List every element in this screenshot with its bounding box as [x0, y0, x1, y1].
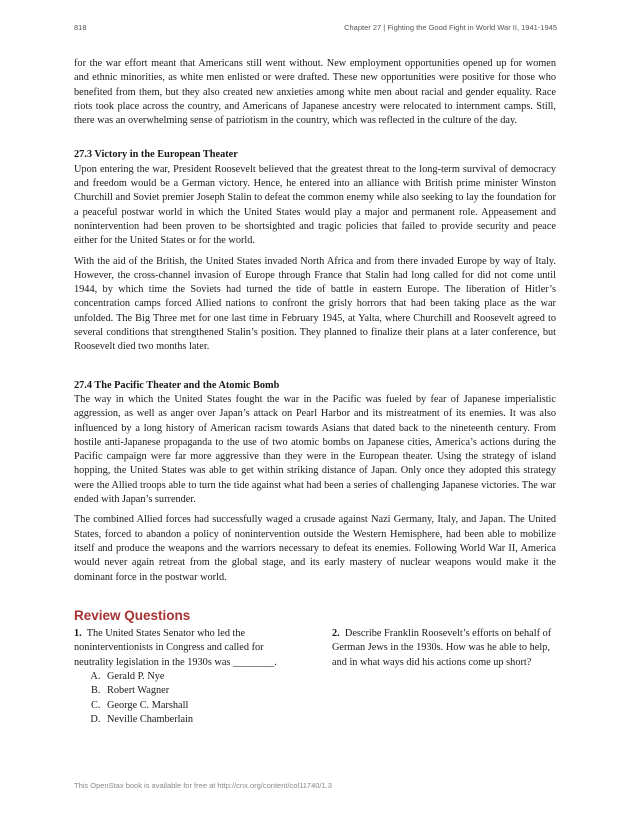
review-questions-heading: Review Questions	[74, 607, 191, 623]
question-1-number: 1.	[74, 628, 82, 640]
question-1-text: The United States Senator who led the noninterventionists in Congress and called for neutrality legislation in the 1930s was ________.	[74, 628, 277, 668]
section-273-paragraph-2: With the aid of the British, the United States invaded North Africa and from there invaded Europe by way of Italy. However, the cross-channel invasion of Europe through France that Stalin had long called for did not come until 1944, by which time the Soviets had turned the tide of battle in eastern Europe. The liberation of Hitler’s concentration camps forced Allied nations to confront the grisly horrors that had been taking place as the war unfolded. The Big Three met for one last time in February 1945, at Yalta, where Churchill and Roosevelt agreed to several conditions that strengthened Stalin’s position. They planned to finalize their plans at a later conference, but Roosevelt died two months later.	[74, 255, 556, 353]
section-274-paragraph-2: The combined Allied forces had successfully waged a crusade against Nazi Germany, Italy, and Japan. The United States, forced to abandon a policy of nonintervention outside the Western Hemisphere, had been able to mobilize itself and produce the weapons and the warriors necessary to defeat its enemies. Following World War II, America would never again retreat from the global stage, and its early mastery of nuclear weapons would make it the dominant force in the postwar world.	[74, 514, 556, 583]
option-a: A. Gerald P. Nye	[103, 670, 298, 684]
page-number: 818	[74, 23, 87, 32]
chapter-title: Chapter 27 | Fighting the Good Fight in World War II, 1941-1945	[344, 23, 557, 32]
question-1-options	[74, 670, 298, 727]
page-header	[74, 23, 557, 37]
section-273-heading: 27.3 Victory in the European Theater	[74, 149, 238, 161]
page-footer: This OpenStax book is available for free at http://cnx.org/content/col11740/1.3	[74, 781, 332, 790]
page-content	[74, 57, 556, 727]
question-1	[74, 627, 298, 727]
section-274-paragraph-1: The way in which the United States fought the war in the Pacific was fueled by fear of Japanese imperialistic aggression, as well as anger over Japan’s attack on Pearl Harbor and its mistreatment of its enemies. It was also influenced by a long history of American racism towards Asians that dated back to the nineteenth century. From hostile anti-Japanese propaganda to the use of two atomic bombs on Japanese cities, America’s actions during the Pacific campaign were far more aggressive than they were in the European theater. Using the strategy of island hopping, the United States was able to get within striking distance of Japan. Only once they adopted this strategy were the Allied troops able to turn the tide against what had been a series of challenging Japanese victories. The war ended with Japan’s surrender.	[74, 393, 556, 506]
option-c: C. George C. Marshall	[103, 699, 298, 713]
section-274-heading: 27.4 The Pacific Theater and the Atomic Bomb	[74, 379, 280, 391]
option-d: D. Neville Chamberlain	[103, 713, 298, 727]
section-273-paragraph-1: Upon entering the war, President Roosevelt believed that the greatest threat to the long-term survival of democracy and freedom would be a German victory. Hence, he entered into an alliance with British prime minister Winston Churchill and Soviet premier Joseph Stalin to defeat the common enemy while also seeking to lay the foundation for a peaceful postwar world in which the United States would play a major and permanent role. Appeasement and nonintervention had been proven to be shortsighted and tragic policies that failed to provide security and peace either for the United States or for the world.	[74, 163, 556, 247]
review-questions	[74, 627, 556, 727]
question-2-number: 2.	[332, 628, 340, 640]
question-2-text: Describe Franklin Roosevelt’s efforts on behalf of German Jews in the 1930s. How was he able to help, and in what ways did his actions come up short?	[332, 628, 552, 668]
option-b: B. Robert Wagner	[103, 684, 298, 698]
question-2	[332, 627, 556, 727]
intro-paragraph: for the war effort meant that Americans still went without. New employment opportunities opened up for women and ethnic minorities, as white men enlisted or were drafted. These new opportunities were positive for those who benefited from them, but they also created new anxieties among white men about racial and gender equality. Race riots took place across the country, and Americans of Japanese ancestry were relocated to internment camps. Still, there was an overwhelming sense of patriotism in the country, which was reflected in the culture of the day.	[74, 58, 556, 127]
